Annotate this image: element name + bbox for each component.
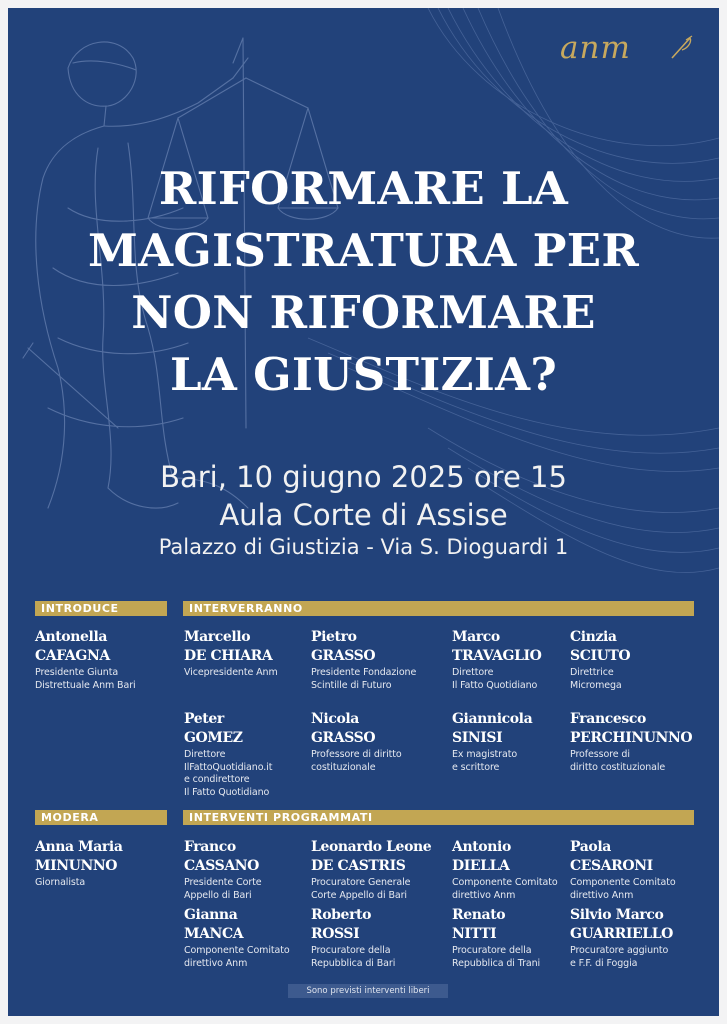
section-introduce: INTRODUCE [35, 601, 167, 616]
anm-logo: anm [560, 30, 631, 66]
intervention-speaker: Leonardo Leone DE CASTRIS Procuratore Generale Corte Appello di Bari [311, 839, 432, 901]
speaker: Francesco PERCHINUNNO Professore di diritto costituzionale [570, 711, 693, 773]
introducer: Antonella CAFAGNA Presidente Giunta Distrettuale Anm Bari [35, 629, 136, 691]
section-interventi-programmati: INTERVENTI PROGRAMMATI [183, 810, 694, 825]
intervention-speaker: Paola CESARONI Componente Comitato direttivo Anm [570, 839, 676, 901]
title-line: NON RIFORMARE [131, 286, 596, 339]
speaker: Marcello DE CHIARA Vicepresidente Anm [184, 629, 278, 678]
title-line: MAGISTRATURA PER [87, 224, 640, 277]
section-modera: MODERA [35, 810, 167, 825]
event-poster [8, 8, 719, 1016]
title-line: LA GIUSTIZIA? [169, 348, 558, 401]
speaker: Peter GOMEZ Direttore IlFattoQuotidiano.it e condirettore Il Fatto Quotidiano [184, 711, 273, 798]
section-interverranno: INTERVERRANNO [183, 601, 694, 616]
event-venue: Aula Corte di Assise [219, 498, 508, 532]
moderator: Anna Maria MINUNNO Giornalista [35, 839, 123, 888]
speaker: Nicola GRASSO Professore di diritto costituzionale [311, 711, 402, 773]
intervention-speaker: Silvio Marco GUARRIELLO Procuratore aggiunto e F.F. di Foggia [570, 907, 673, 969]
speaker: Marco TRAVAGLIO Direttore Il Fatto Quotidiano [452, 629, 542, 691]
intervention-speaker: Antonio DIELLA Componente Comitato direttivo Anm [452, 839, 558, 901]
event-address: Palazzo di Giustizia - Via S. Dioguardi 1 [158, 535, 569, 559]
intervention-speaker: Gianna MANCA Componente Comitato direttivo Anm [184, 907, 290, 969]
intervention-speaker: Roberto ROSSI Procuratore della Repubblica di Bari [311, 907, 396, 969]
intervention-speaker: Franco CASSANO Presidente Corte Appello di Bari [184, 839, 262, 901]
footer-note: Sono previsti interventi liberi [288, 984, 448, 998]
event-title [8, 158, 719, 406]
intervention-speaker: Renato NITTI Procuratore della Repubblica di Trani [452, 907, 541, 969]
speaker: Cinzia SCIUTO Direttrice Micromega [570, 629, 631, 691]
speaker: Giannicola SINISI Ex magistrato e scrittore [452, 711, 533, 773]
quill-icon [670, 34, 694, 60]
speaker: Pietro GRASSO Presidente Fondazione Scintille di Futuro [311, 629, 417, 691]
title-line: RIFORMARE LA [158, 162, 569, 215]
event-date-time: Bari, 10 giugno 2025 ore 15 [160, 460, 567, 494]
